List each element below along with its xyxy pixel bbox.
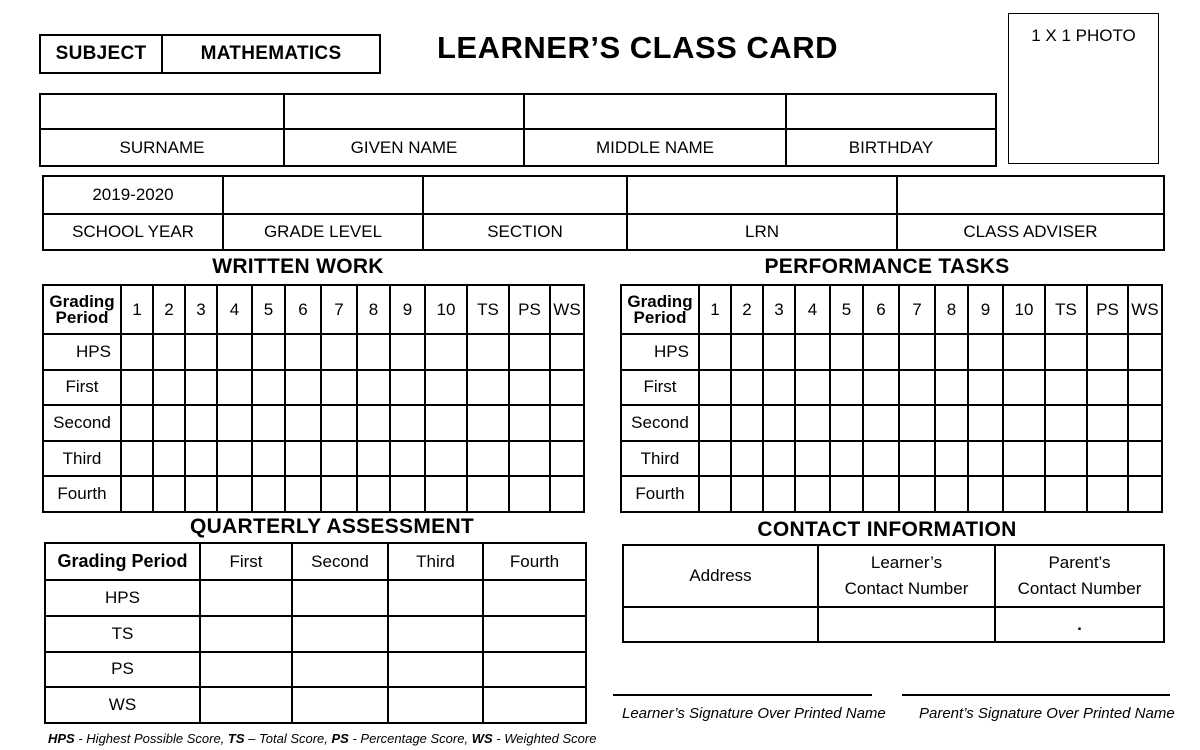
score-cell[interactable] xyxy=(1003,334,1045,370)
score-cell[interactable] xyxy=(699,405,731,441)
score-cell[interactable] xyxy=(285,476,321,512)
score-cell[interactable] xyxy=(357,441,390,477)
score-cell[interactable] xyxy=(935,334,968,370)
score-cell[interactable] xyxy=(731,334,763,370)
legend xyxy=(48,731,596,746)
score-cell[interactable] xyxy=(1045,405,1087,441)
learner-signature-label: Learner’s Signature Over Printed Name xyxy=(622,705,886,722)
legend-ws-abbr: WS xyxy=(471,731,493,746)
score-cell[interactable] xyxy=(899,370,935,406)
column-header: 5 xyxy=(252,285,285,334)
score-cell[interactable] xyxy=(425,441,467,477)
score-cell[interactable] xyxy=(863,370,899,406)
school-year-field[interactable]: 2019-2020 xyxy=(43,176,223,214)
class-adviser-label: CLASS ADVISER xyxy=(897,214,1164,250)
table-row xyxy=(45,580,586,616)
score-cell[interactable] xyxy=(390,334,425,370)
score-cell[interactable] xyxy=(185,334,217,370)
score-cell[interactable] xyxy=(153,370,185,406)
column-header: 8 xyxy=(357,285,390,334)
score-cell[interactable] xyxy=(292,616,388,652)
score-cell[interactable] xyxy=(121,476,153,512)
middle-name-field[interactable] xyxy=(524,94,786,129)
given-name-field[interactable] xyxy=(284,94,524,129)
score-cell[interactable] xyxy=(467,405,509,441)
score-cell[interactable] xyxy=(1128,405,1162,441)
score-cell[interactable] xyxy=(550,334,584,370)
score-cell[interactable] xyxy=(285,405,321,441)
address-field[interactable] xyxy=(623,607,818,642)
score-cell[interactable] xyxy=(550,405,584,441)
score-cell[interactable] xyxy=(763,476,795,512)
score-cell[interactable] xyxy=(968,334,1003,370)
grading-header-line2: Period xyxy=(633,307,687,327)
score-cell[interactable] xyxy=(863,405,899,441)
column-header: PS xyxy=(1087,285,1128,334)
column-header: 10 xyxy=(425,285,467,334)
grading-period-header: Grading Period xyxy=(45,543,200,580)
score-cell[interactable] xyxy=(1087,441,1128,477)
lrn-label: LRN xyxy=(627,214,897,250)
score-cell[interactable] xyxy=(1003,476,1045,512)
score-cell[interactable] xyxy=(830,441,863,477)
score-cell[interactable] xyxy=(731,441,763,477)
parent-contact-field[interactable]: . xyxy=(995,607,1164,642)
grading-period-header xyxy=(621,285,699,334)
column-header: 7 xyxy=(899,285,935,334)
score-cell[interactable] xyxy=(321,405,357,441)
legend-ts-abbr: TS xyxy=(227,731,245,746)
column-header: 9 xyxy=(390,285,425,334)
score-cell[interactable] xyxy=(1128,334,1162,370)
score-cell[interactable] xyxy=(795,441,830,477)
row-label: HPS xyxy=(45,580,200,616)
score-cell[interactable] xyxy=(1045,441,1087,477)
score-cell[interactable] xyxy=(509,370,550,406)
score-cell[interactable] xyxy=(467,334,509,370)
score-cell[interactable] xyxy=(217,441,252,477)
row-label: First xyxy=(43,370,121,406)
score-cell[interactable] xyxy=(1045,476,1087,512)
lrn-field[interactable] xyxy=(627,176,897,214)
parent-contact-line1: Parent’s xyxy=(1048,553,1111,572)
score-cell[interactable] xyxy=(425,405,467,441)
name-table xyxy=(39,93,997,167)
score-cell[interactable] xyxy=(321,476,357,512)
table-row xyxy=(45,616,586,652)
table-row xyxy=(621,476,1162,512)
score-cell[interactable] xyxy=(467,441,509,477)
score-cell[interactable] xyxy=(357,334,390,370)
table-row xyxy=(621,405,1162,441)
learner-contact-line2: Contact Number xyxy=(844,579,969,598)
column-header: TS xyxy=(1045,285,1087,334)
score-cell[interactable] xyxy=(509,334,550,370)
score-cell[interactable] xyxy=(830,370,863,406)
score-cell[interactable] xyxy=(390,405,425,441)
score-cell[interactable] xyxy=(509,441,550,477)
column-header: 3 xyxy=(185,285,217,334)
parent-signature-line[interactable] xyxy=(902,694,1170,696)
score-cell[interactable] xyxy=(935,441,968,477)
score-cell[interactable] xyxy=(830,405,863,441)
table-row xyxy=(43,334,584,370)
row-label: PS xyxy=(45,652,200,688)
score-cell[interactable] xyxy=(795,334,830,370)
column-header: 7 xyxy=(321,285,357,334)
learner-contact-field[interactable] xyxy=(818,607,995,642)
column-header: 2 xyxy=(153,285,185,334)
table-row xyxy=(43,441,584,477)
score-cell[interactable] xyxy=(509,476,550,512)
class-adviser-field[interactable] xyxy=(897,176,1164,214)
score-cell[interactable] xyxy=(153,405,185,441)
score-cell[interactable] xyxy=(1087,370,1128,406)
column-header: WS xyxy=(550,285,584,334)
table-row xyxy=(621,441,1162,477)
grading-period-header xyxy=(43,285,121,334)
performance-tasks-table xyxy=(620,284,1163,513)
score-cell[interactable] xyxy=(509,405,550,441)
score-cell[interactable] xyxy=(285,334,321,370)
quarterly-assessment-title: QUARTERLY ASSESSMENT xyxy=(189,515,475,538)
score-cell[interactable] xyxy=(968,405,1003,441)
grade-level-field[interactable] xyxy=(223,176,423,214)
table-row xyxy=(43,476,584,512)
score-cell[interactable] xyxy=(731,370,763,406)
middle-name-label: MIDDLE NAME xyxy=(524,129,786,166)
score-cell[interactable] xyxy=(425,370,467,406)
column-header: Third xyxy=(388,543,483,580)
score-cell[interactable] xyxy=(763,441,795,477)
surname-field[interactable] xyxy=(40,94,284,129)
school-year-label: SCHOOL YEAR xyxy=(43,214,223,250)
learner-contact-line1: Learner’s xyxy=(870,553,943,572)
contact-information-table xyxy=(622,544,1165,643)
score-cell[interactable] xyxy=(763,334,795,370)
table-row xyxy=(45,652,586,688)
row-label: HPS xyxy=(43,334,121,370)
column-header: 9 xyxy=(968,285,1003,334)
score-cell[interactable] xyxy=(153,441,185,477)
score-cell[interactable] xyxy=(357,405,390,441)
table-row xyxy=(43,405,584,441)
score-cell[interactable] xyxy=(285,370,321,406)
score-cell[interactable] xyxy=(935,476,968,512)
score-cell[interactable] xyxy=(292,652,388,688)
column-header: PS xyxy=(509,285,550,334)
learner-contact-label xyxy=(818,545,995,607)
parent-contact-label xyxy=(995,545,1164,607)
score-cell[interactable] xyxy=(388,652,483,688)
score-cell[interactable] xyxy=(1087,334,1128,370)
score-cell[interactable] xyxy=(968,441,1003,477)
score-cell[interactable] xyxy=(795,370,830,406)
score-cell[interactable] xyxy=(121,441,153,477)
column-header: 6 xyxy=(285,285,321,334)
column-header: 8 xyxy=(935,285,968,334)
parent-contact-line2: Contact Number xyxy=(1017,579,1142,598)
legend-ps-text: - Percentage Score, xyxy=(348,731,472,746)
subject-label: SUBJECT xyxy=(40,35,162,73)
score-cell[interactable] xyxy=(200,616,292,652)
row-label: Second xyxy=(621,405,699,441)
column-header: 6 xyxy=(863,285,899,334)
column-header: Fourth xyxy=(483,543,586,580)
score-cell[interactable] xyxy=(699,370,731,406)
score-cell[interactable] xyxy=(121,334,153,370)
score-cell[interactable] xyxy=(699,476,731,512)
score-cell[interactable] xyxy=(731,476,763,512)
score-cell[interactable] xyxy=(483,580,586,616)
row-label: Third xyxy=(43,441,121,477)
given-name-label: GIVEN NAME xyxy=(284,129,524,166)
score-cell[interactable] xyxy=(699,334,731,370)
score-cell[interactable] xyxy=(467,370,509,406)
score-cell[interactable] xyxy=(185,441,217,477)
parent-signature-label: Parent’s Signature Over Printed Name xyxy=(919,705,1175,722)
score-cell[interactable] xyxy=(1003,441,1045,477)
legend-ps-abbr: PS xyxy=(331,731,349,746)
score-cell[interactable] xyxy=(292,687,388,723)
column-header: First xyxy=(200,543,292,580)
written-work-table xyxy=(42,284,585,513)
score-cell[interactable] xyxy=(388,580,483,616)
legend-ws-text: - Weighted Score xyxy=(492,731,597,746)
row-label: WS xyxy=(45,687,200,723)
page-title: LEARNER’S CLASS CARD xyxy=(437,30,838,65)
column-header: 4 xyxy=(795,285,830,334)
score-cell[interactable] xyxy=(390,476,425,512)
score-cell[interactable] xyxy=(390,370,425,406)
score-cell[interactable] xyxy=(899,405,935,441)
score-cell[interactable] xyxy=(863,334,899,370)
score-cell[interactable] xyxy=(252,405,285,441)
score-cell[interactable] xyxy=(153,476,185,512)
subject-value[interactable]: MATHEMATICS xyxy=(162,35,380,73)
score-cell[interactable] xyxy=(252,441,285,477)
score-cell[interactable] xyxy=(1128,370,1162,406)
score-cell[interactable] xyxy=(285,441,321,477)
column-header: Second xyxy=(292,543,388,580)
score-cell[interactable] xyxy=(899,334,935,370)
score-cell[interactable] xyxy=(1128,441,1162,477)
column-header: 10 xyxy=(1003,285,1045,334)
score-cell[interactable] xyxy=(425,334,467,370)
column-header: 3 xyxy=(763,285,795,334)
legend-hps-text: - Highest Possible Score, xyxy=(74,731,228,746)
score-cell[interactable] xyxy=(899,441,935,477)
row-label: HPS xyxy=(621,334,699,370)
score-cell[interactable] xyxy=(483,652,586,688)
score-cell[interactable] xyxy=(863,476,899,512)
photo-box[interactable] xyxy=(1008,13,1159,164)
score-cell[interactable] xyxy=(483,687,586,723)
birthday-field[interactable] xyxy=(786,94,996,129)
learner-signature-line[interactable] xyxy=(613,694,872,696)
score-cell[interactable] xyxy=(388,687,483,723)
score-cell[interactable] xyxy=(1003,405,1045,441)
score-cell[interactable] xyxy=(1087,405,1128,441)
row-label: First xyxy=(621,370,699,406)
column-header: 1 xyxy=(121,285,153,334)
score-cell[interactable] xyxy=(185,370,217,406)
table-row xyxy=(621,370,1162,406)
score-cell[interactable] xyxy=(425,476,467,512)
score-cell[interactable] xyxy=(217,334,252,370)
score-cell[interactable] xyxy=(390,441,425,477)
score-cell[interactable] xyxy=(1045,334,1087,370)
score-cell[interactable] xyxy=(388,616,483,652)
score-cell[interactable] xyxy=(357,370,390,406)
grade-level-label: GRADE LEVEL xyxy=(223,214,423,250)
score-cell[interactable] xyxy=(550,476,584,512)
score-cell[interactable] xyxy=(699,441,731,477)
table-row xyxy=(45,687,586,723)
score-cell[interactable] xyxy=(1045,370,1087,406)
score-cell[interactable] xyxy=(153,334,185,370)
score-cell[interactable] xyxy=(200,580,292,616)
subject-box xyxy=(39,34,381,74)
row-label: TS xyxy=(45,616,200,652)
table-row xyxy=(621,334,1162,370)
column-header: 5 xyxy=(830,285,863,334)
score-cell[interactable] xyxy=(292,580,388,616)
address-label: Address xyxy=(623,545,818,607)
score-cell[interactable] xyxy=(185,405,217,441)
score-cell[interactable] xyxy=(795,476,830,512)
score-cell[interactable] xyxy=(863,441,899,477)
score-cell[interactable] xyxy=(550,441,584,477)
score-cell[interactable] xyxy=(217,405,252,441)
score-cell[interactable] xyxy=(252,476,285,512)
score-cell[interactable] xyxy=(830,476,863,512)
score-cell[interactable] xyxy=(252,334,285,370)
score-cell[interactable] xyxy=(763,370,795,406)
written-work-title: WRITTEN WORK xyxy=(212,255,384,278)
row-label: Fourth xyxy=(621,476,699,512)
score-cell[interactable] xyxy=(935,405,968,441)
score-cell[interactable] xyxy=(483,616,586,652)
score-cell[interactable] xyxy=(763,405,795,441)
grading-header-line1: Grading xyxy=(49,291,115,311)
row-label: Third xyxy=(621,441,699,477)
score-cell[interactable] xyxy=(321,441,357,477)
score-cell[interactable] xyxy=(200,652,292,688)
score-cell[interactable] xyxy=(968,476,1003,512)
section-field[interactable] xyxy=(423,176,627,214)
column-header: 4 xyxy=(217,285,252,334)
score-cell[interactable] xyxy=(321,334,357,370)
score-cell[interactable] xyxy=(830,334,863,370)
score-cell[interactable] xyxy=(321,370,357,406)
score-cell[interactable] xyxy=(1003,370,1045,406)
legend-hps-abbr: HPS xyxy=(48,731,75,746)
row-label: Fourth xyxy=(43,476,121,512)
legend-ts-text: – Total Score, xyxy=(244,731,332,746)
score-cell[interactable] xyxy=(1087,476,1128,512)
column-header: 2 xyxy=(731,285,763,334)
grading-header-line1: Grading xyxy=(627,291,693,311)
score-cell[interactable] xyxy=(899,476,935,512)
score-cell[interactable] xyxy=(121,370,153,406)
column-header: 1 xyxy=(699,285,731,334)
score-cell[interactable] xyxy=(357,476,390,512)
score-cell[interactable] xyxy=(121,405,153,441)
score-cell[interactable] xyxy=(731,405,763,441)
score-cell[interactable] xyxy=(935,370,968,406)
quarterly-assessment-table xyxy=(44,542,587,724)
birthday-label: BIRTHDAY xyxy=(786,129,996,166)
score-cell[interactable] xyxy=(252,370,285,406)
score-cell[interactable] xyxy=(968,370,1003,406)
performance-tasks-title: PERFORMANCE TASKS xyxy=(764,255,1010,278)
column-header: TS xyxy=(467,285,509,334)
score-cell[interactable] xyxy=(217,476,252,512)
grading-header-line2: Period xyxy=(55,307,109,327)
score-cell[interactable] xyxy=(1128,476,1162,512)
score-cell[interactable] xyxy=(467,476,509,512)
school-table xyxy=(42,175,1165,251)
surname-label: SURNAME xyxy=(40,129,284,166)
score-cell[interactable] xyxy=(185,476,217,512)
column-header: WS xyxy=(1128,285,1162,334)
section-label: SECTION xyxy=(423,214,627,250)
score-cell[interactable] xyxy=(550,370,584,406)
score-cell[interactable] xyxy=(217,370,252,406)
table-row xyxy=(43,370,584,406)
score-cell[interactable] xyxy=(200,687,292,723)
photo-label: 1 X 1 PHOTO xyxy=(1031,26,1136,45)
score-cell[interactable] xyxy=(795,405,830,441)
row-label: Second xyxy=(43,405,121,441)
contact-information-title: CONTACT INFORMATION xyxy=(757,518,1017,541)
